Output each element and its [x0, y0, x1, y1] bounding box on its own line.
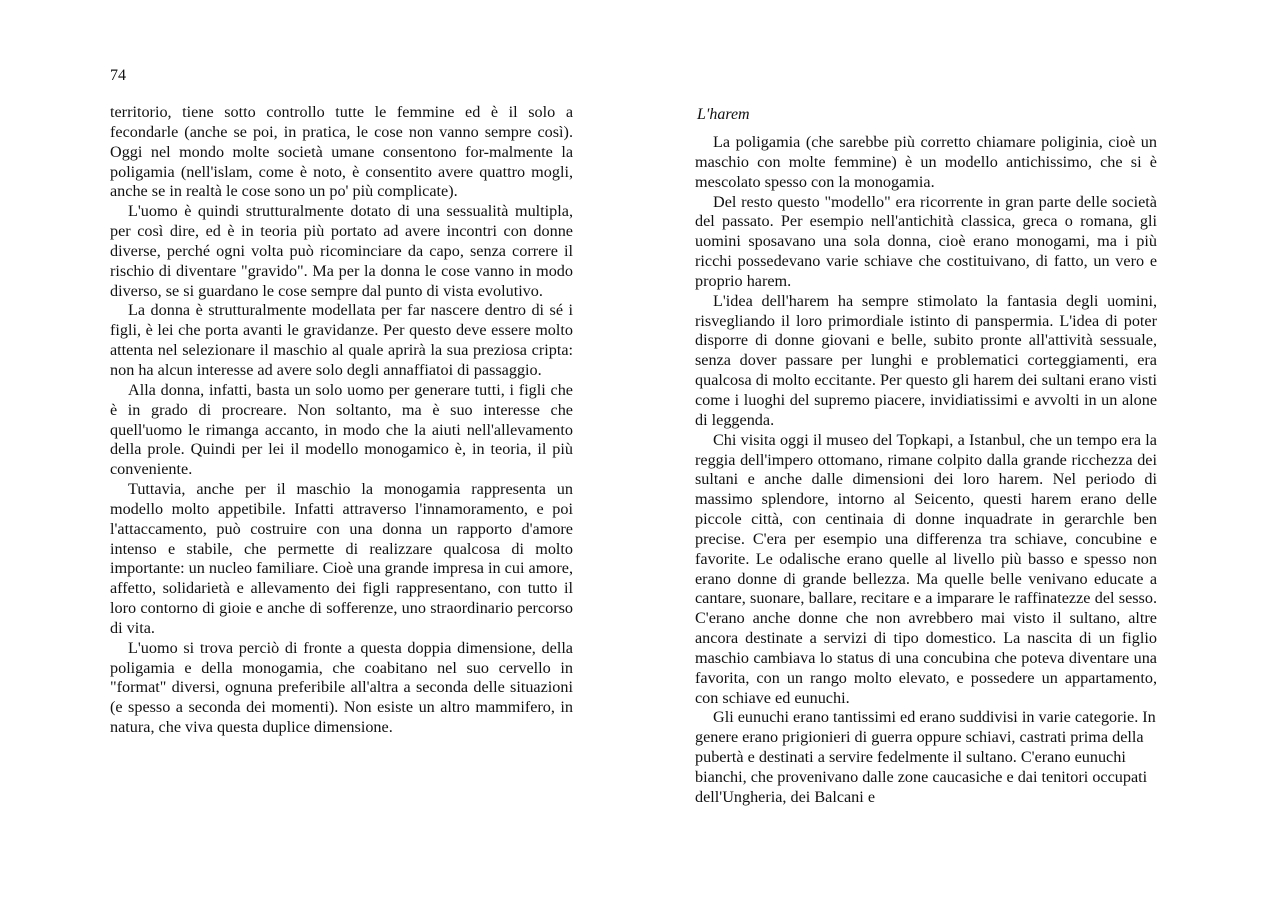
- paragraph: L'idea dell'harem ha sempre stimolato la fantasia degli uomini, risvegliando il loro primordiale istinto di panspermia. L'idea di poter disporre di donne giovani e belle, subito pronte all'attività sessuale, senza dover passare per lunghi e problematici corteggiamenti, era qualcosa di molto eccitante. Per questo gli harem dei sultani erano visti come i luoghi del supremo piacere, invidiatissimi e avvolti in un alone di leggenda.: [695, 291, 1157, 429]
- paragraph: Gli eunuchi erano tantissimi ed erano suddivisi in varie categorie. In genere erano prigionieri di guerra oppure schiavi, castrati prima della pubertà e destinati a servire fedelmente il sultano. C'erano eunuchi bianchi, che provenivano dalle zone caucasiche e dai tenitori occupati dell'Ungheria, dei Balcani e: [695, 708, 1156, 806]
- paragraph: Del resto questo "modello" era ricorrente in gran parte delle società del passato. Per esempio nell'antichità classica, greca o romana, gli uomini sposavano una sola donna, cioè erano monogami, ma i più ricchi possedevano varie schiave che costituivano, di fatto, un vero e proprio harem.: [695, 192, 1157, 290]
- section-title: L'harem: [697, 106, 750, 123]
- paragraph: La donna è strutturalmente modellata per far nascere dentro di sé i figli, è lei che porta avanti le gravidanze. Per questo deve essere molto attenta nel selezionare il maschio al quale aprirà la sua preziosa cripta: non ha alcun interesse ad avere solo degli annaffiatoi di passaggio.: [110, 301, 573, 379]
- left-text-column: [110, 103, 573, 738]
- paragraph: L'uomo è quindi strutturalmente dotato di una sessualità multipla, per così dire, ed è in teoria più portato ad avere incontri con donne diverse, perché ogni volta può ricominciare da capo, senza correre il rischio di diventare "gravido". Ma per la donna le cose vanno in modo diverso, se si guardano le cose sempre dal punto di vista evolutivo.: [110, 202, 573, 300]
- paragraph: Alla donna, infatti, basta un solo uomo per generare tutti, i figli che è in grado di procreare. Non soltanto, ma è suo interesse che quell'uomo le rimanga accanto, in modo che la aiuti nell'allevamento della prole. Quindi per lei il modello monogamico è, in teoria, il più conveniente.: [110, 380, 573, 479]
- paragraph: Tuttavia, anche per il maschio la monogamia rappresenta un modello molto appetibile. Infatti attraverso l'innamoramento, e poi l'attaccamento, può costruire con una donna un rapporto d'amore intenso e stabile, che permette di realizzare qualcosa di molto importante: un nucleo familiare. Cioè una grande impresa in cui amore, affetto, solidarietà e allevamento dei figli rappresentano, con tutto il loro contorno di gioie e anche di sofferenze, uno straordinario percorso di vita.: [110, 480, 573, 637]
- paragraph: Chi visita oggi il museo del Topkapi, a Istanbul, che un tempo era la reggia dell'impero ottomano, rimane colpito dalla grande ricchezza dei sultani e anche dalle dimensioni dei loro harem. Nel periodo di massimo splendore, intorno al Seicento, questi harem erano delle piccole città, con centinaia di donne inquadrate in gerarchle ben precise. C'era per esempio una differenza tra schiave, concubine e favorite. Le odalische erano quelle al livello più basso e spesso non erano donne di grande bellezza. Ma quelle belle venivano educate a cantare, suonare, ballare, recitare e a imparare le raffinatezze del sesso. C'erano anche donne che non avrebbero mai visto il sultano, altre ancora destinate a servizi di tipo domestico. La nascita di un figlio maschio cambiava lo status di una concubina che poteva diventare una favorita, con un rango molto elevato, e possedere un appartamento, con schiave ed eunuchi.: [695, 430, 1157, 707]
- right-text-column: [695, 133, 1157, 808]
- paragraph: L'uomo si trova perciò di fronte a questa doppia dimensione, della poligamia e della monogamia, che coabitano nel suo cervello in "format" diversi, ognuna preferibile all'altra a seconda delle situazioni (e spesso a seconda dei momenti). Non esiste un altro mammifero, in natura, che viva questa duplice dimensione.: [110, 638, 573, 737]
- paragraph: territorio, tiene sotto controllo tutte le femmine ed è il solo a fecondarle (anche se poi, in pratica, le cose non vanno sempre così). Oggi nel mondo molte società umane consentono for-malmente la poligamia (nell'islam, come è noto, è consentito avere quattro mogli, anche se in realtà le cose sono un po' più complicate).: [110, 103, 573, 201]
- paragraph: La poligamia (che sarebbe più corretto chiamare poliginia, cioè un maschio con molte femmine) è un modello antichissimo, che si è mescolato spesso con la monogamia.: [695, 133, 1157, 191]
- page-number: 74: [110, 67, 126, 84]
